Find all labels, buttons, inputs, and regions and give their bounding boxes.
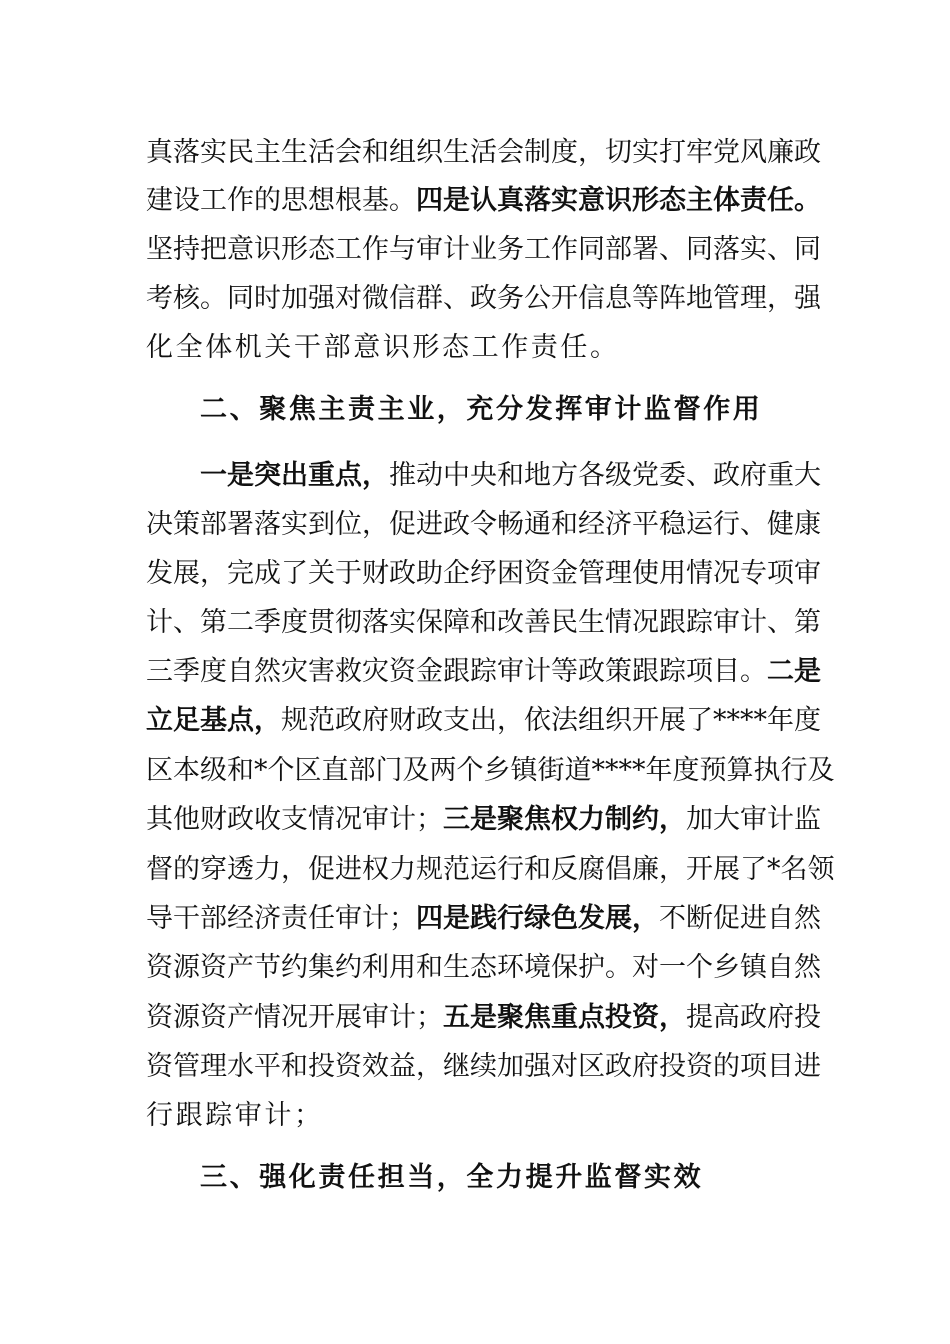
body-text-line [146,323,806,372]
body-text-line [200,451,821,500]
body-text-line [146,598,821,647]
bold-run: 四是认真落实意识形态主体责任。 [416,185,821,216]
bold-run: 四是践行绿色发展， [416,903,659,934]
text-run: 督的穿透力，促进权力规范运行和反腐倡廉，开展了*名领 [146,854,835,885]
body-text-line [146,746,835,795]
body-text-line [146,274,821,323]
bold-run: 三是聚焦权力制约， [443,804,686,835]
text-run: 发展，完成了关于财政助企纾困资金管理使用情况专项审 [146,558,821,589]
text-run: 坚持把意识形态工作与审计业务工作同部署、同落实、同 [146,234,821,265]
bold-run: 二是 [767,656,821,687]
section-heading: 二、聚焦主责主业，充分发挥审计监督作用 [200,394,763,425]
text-run: 推动中央和地方各级党委、政府重大 [389,460,821,491]
body-text-line [146,993,821,1042]
text-run: 导干部经济责任审计； [146,903,416,934]
text-run: 提高政府投 [686,1002,821,1033]
body-text-line [146,128,821,177]
text-run: 决策部署落实到位，促进政令畅通和经济平稳运行、健康 [146,509,821,540]
text-run: 资管理水平和投资效益，继续加强对区政府投资的项目进 [146,1051,821,1082]
text-run: 区本级和*个区直部门及两个乡镇街道****年度预算执行及 [146,755,835,786]
section-heading: 三、强化责任担当，全力提升监督实效 [200,1162,704,1193]
text-run: 资源资产情况开展审计； [146,1002,443,1033]
body-text-line [146,500,821,549]
text-run: 计、第二季度贯彻落实保障和改善民生情况跟踪审计、第 [146,607,821,638]
body-text-line [146,647,821,696]
text-run: 三季度自然灾害救灾资金跟踪审计等政策跟踪项目。 [146,656,767,687]
body-text-line [146,696,821,745]
text-run: 加大审计监 [686,804,821,835]
body-text-line [146,845,835,894]
text-run: 规范政府财政支出，依法组织开展了****年度 [281,705,821,736]
text-run: 不断促进自然 [659,903,821,934]
body-text-line [146,225,821,274]
body-text-line [146,1091,806,1140]
bold-run: 五是聚焦重点投资， [443,1002,686,1033]
text-run: 化全体机关干部意识形态工作责任。 [146,332,620,363]
text-run: 其他财政收支情况审计； [146,804,443,835]
body-text-line [146,1042,821,1091]
bold-run: 一是突出重点， [200,460,389,491]
body-text-line [146,943,821,992]
body-text-line [146,894,821,943]
bold-run: 立足基点， [146,705,281,736]
text-run: 真落实民主生活会和组织生活会制度，切实打牢党风廉政 [146,137,821,168]
text-run: 考核。同时加强对微信群、政务公开信息等阵地管理，强 [146,283,821,314]
text-run: 建设工作的思想根基。 [146,185,416,216]
text-run: 行跟踪审计； [146,1100,324,1131]
body-text-line [146,549,821,598]
body-text-line [146,176,821,225]
text-run: 资源资产节约集约利用和生态环境保护。对一个乡镇自然 [146,952,821,983]
body-text-line [146,795,821,844]
